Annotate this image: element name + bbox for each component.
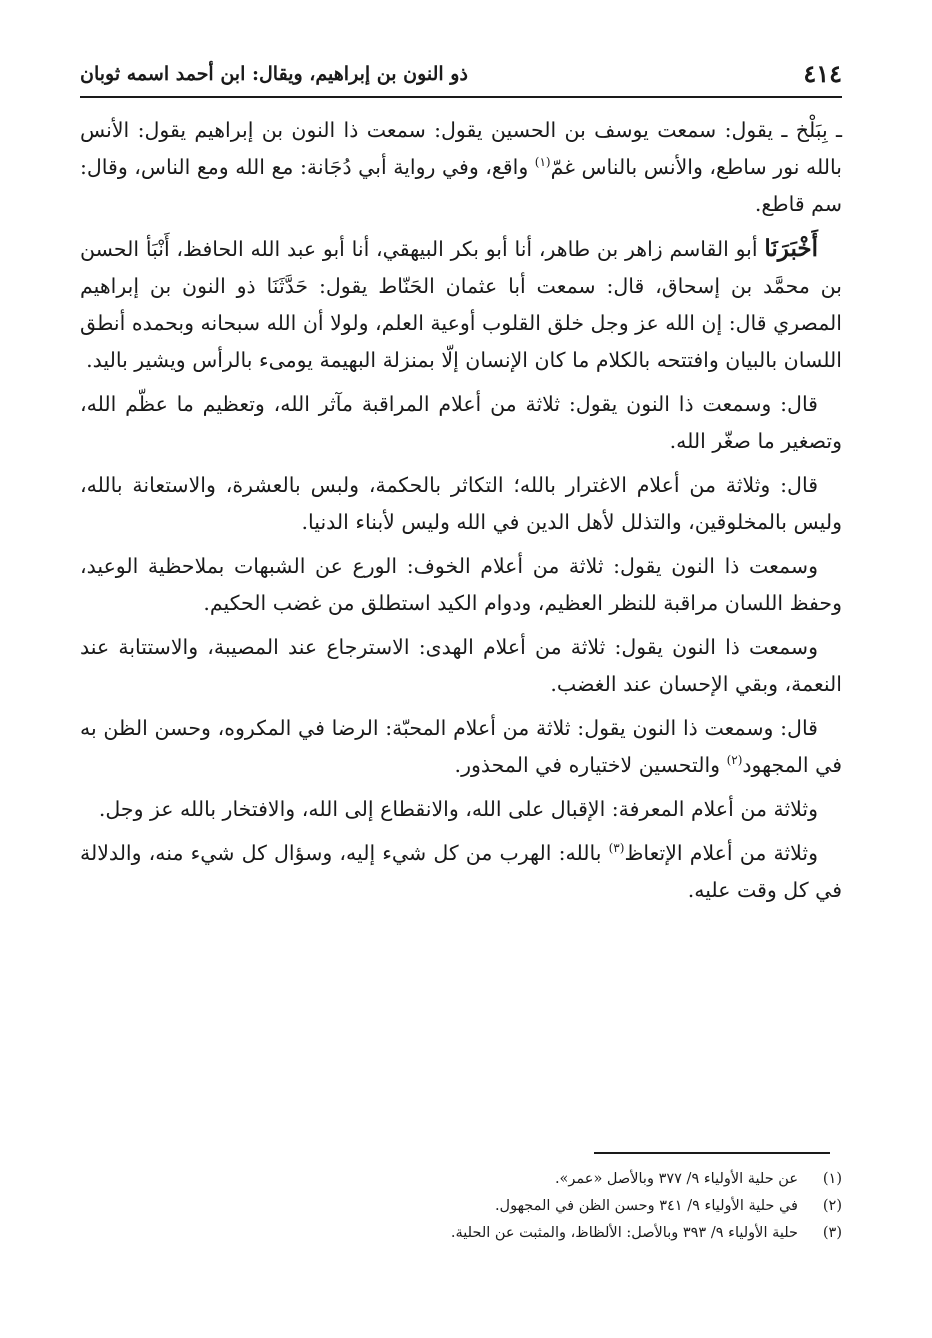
footnote-text: عن حلية الأولياء ٩/ ٣٧٧ وبالأصل «عمر».	[554, 1171, 798, 1187]
paragraph-text: قال: وثلاثة من أعلام الاغترار بالله؛ التكاثر بالحكمة، ولبس بالعشرة، والاستعانة بالله، وليس بالمخلوقين، والتذلل لأهل الدين في الله وليس لأبناء الدنيا.	[80, 473, 842, 534]
paragraph-text: وثلاثة من أعلام الإتعاظ	[624, 841, 818, 865]
footnote-3	[80, 1220, 842, 1247]
header-rule	[80, 96, 842, 98]
paragraph-8	[80, 791, 842, 828]
paragraph-1	[80, 112, 842, 223]
footnote-number: (١)	[822, 1171, 842, 1187]
paragraph-text: وسمعت ذا النون يقول: ثلاثة من أعلام الهدى: الاسترجاع عند المصيبة، والاستتابة عند النعمة، وبقي الإحسان عند الغضب.	[80, 635, 842, 696]
paragraph-2	[80, 230, 842, 379]
page-header	[80, 55, 842, 95]
paragraph-text: قال: وسمعت ذا النون يقول: ثلاثة من أعلام المراقبة مآثر الله، وتعظيم ما عظّم الله، وتصغير ما صغّر الله.	[80, 392, 842, 453]
paragraph-text-cont: واقع، وفي رواية أبي دُجَانة: مع الله ومع الناس، وقال: سم قاطع.	[80, 155, 842, 216]
paragraph-text: وسمعت ذا النون يقول: ثلاثة من أعلام الخوف: الورع عن الشبهات بملاحظية الوعيد، وحفظ اللسان مراقبة للنظر العظيم، ودوام الكيد استطلق من غضب الحكيم.	[80, 554, 842, 615]
paragraph-7	[80, 710, 842, 784]
paragraph-text: أبو القاسم زاهر بن طاهر، أنا أبو بكر البيهقي، أنا أبو عبد الله الحافظ، أَنْبَأ الحسن بن محمَّد بن إسحاق، قال: سمعت أبا عثمان الحَنّاط يقول: حَدَّثَنَا ذو النون بن إبراهيم المصري قال: إن الله عز وجل خلق القلوب أوعية العلم، ولولا أن الله سبحانه وبحمده أنطق اللسان بالبيان وافتتحه بالكلام ما كان الإنسان إلّا بمنزلة البهيمة يومىء بالرأس ويشير باليد.	[80, 237, 842, 372]
paragraph-text-cont: بالله: الهرب من كل شيء إليه، وسؤال كل شيء منه، والدلالة في كل وقت عليه.	[80, 841, 842, 902]
paragraph-text: ـ بِبَلْخ ـ يقول: سمعت يوسف بن الحسين يقول: سمعت ذا النون بن إبراهيم يقول: الأنس بالله نور ساطع، والأنس بالناس غمّ	[80, 118, 842, 179]
footnote-number: (٢)	[822, 1198, 842, 1214]
paragraph-text: وثلاثة من أعلام المعرفة: الإقبال على الله، والانقطاع إلى الله، والافتخار بالله عز وجل.	[98, 797, 818, 821]
footnote-ref-3: (٣)	[608, 841, 625, 856]
footnote-number: (٣)	[822, 1225, 842, 1241]
body-text	[80, 112, 842, 916]
footnotes	[80, 1166, 842, 1247]
page-number: ٤١٤	[803, 59, 842, 88]
footnote-1	[80, 1166, 842, 1193]
isnad-lead: أَخْبَرَنَا	[764, 235, 818, 262]
paragraph-9	[80, 835, 842, 909]
paragraph-3	[80, 386, 842, 460]
footnote-text: حلية الأولياء ٩/ ٣٩٣ وبالأصل: الألظاظ، والمثبت عن الحلية.	[450, 1225, 798, 1241]
running-title: ذو النون بن إبراهيم، ويقال: ابن أحمد اسمه ثوبان	[80, 63, 468, 85]
footnote-ref-1: (١)	[534, 155, 551, 170]
paragraph-text-cont: والتحسين لاختياره في المحذور.	[454, 753, 727, 777]
footnote-2	[80, 1193, 842, 1220]
footnote-ref-2: (٢)	[726, 753, 743, 768]
paragraph-text: قال: وسمعت ذا النون يقول: ثلاثة من أعلام المحبّة: الرضا في المكروه، وحسن الظن به في المجهود	[80, 716, 842, 777]
paragraph-5	[80, 548, 842, 622]
footnote-text: في حلية الأولياء ٩/ ٣٤١ وحسن الظن في المجهول.	[494, 1198, 798, 1214]
footnote-rule	[594, 1152, 830, 1154]
paragraph-6	[80, 629, 842, 703]
paragraph-4	[80, 467, 842, 541]
